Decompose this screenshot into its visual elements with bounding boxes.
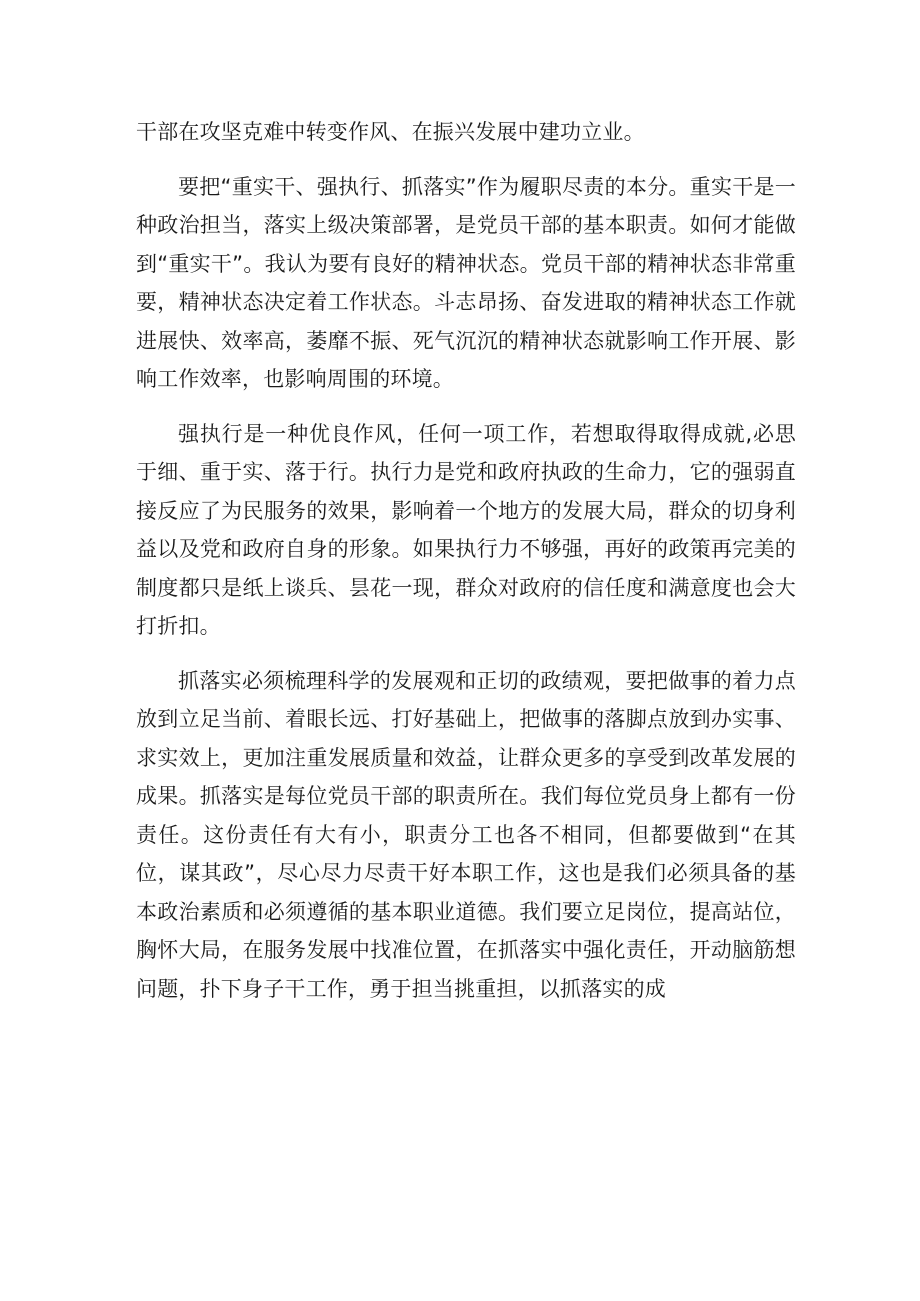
paragraph-implementation: 抓落实必须梳理科学的发展观和正切的政绩观，要把做事的着力点放到立足当前、着眼长远、打好基础上，把做事的落脚点放到办实事、求实效上，更加注重发展质量和效益，让群众更多的享受到改革发展的成果。抓落实是每位党员干部的职责所在。我们每位党员身上都有一份责任。这份责任有大有小，职责分工也各不相同，但都要做到“在其位，谋其政”，尽心尽力尽责干好本职工作，这也是我们必须具备的基本政治素质和必须遵循的基本职业道德。我们要立足岗位，提高站位，胸怀大局，在服务发展中找准位置，在抓落实中强化责任，开动脑筋想问题，扑下身子干工作，勇于担当挑重担，以抓落实的成 [136,668,796,1001]
paragraph-continuation: 干部在攻坚克难中转变作风、在振兴发展中建功立业。 [136,120,645,144]
document-body [136,113,796,1008]
paragraph-practical-work: 要把“重实干、强执行、抓落实”作为履职尽责的本分。重实干是一种政治担当，落实上级决策部署，是党员干部的基本职责。如何才能做到“重实干”。我认为要有良好的精神状态。党员干部的精神状态非常重要，精神状态决定着工作状态。斗志昂扬、奋发进取的精神状态工作就进展快、效率高，萎靡不振、死气沉沉的精神状态就影响工作开展、影响工作效率，也影响周围的环境。 [136,174,796,391]
paragraph-strong-execution: 强执行是一种优良作风，任何一项工作，若想取得取得成就,必思于细、重于实、落于行。执行力是党和政府执政的生命力，它的强弱直接反应了为民服务的效果，影响着一个地方的发展大局，群众的切身利益以及党和政府自身的形象。如果执行力不够强，再好的政策再完美的制度都只是纸上谈兵、昙花一现，群众对政府的信任度和满意度也会大打折扣。 [136,421,796,638]
